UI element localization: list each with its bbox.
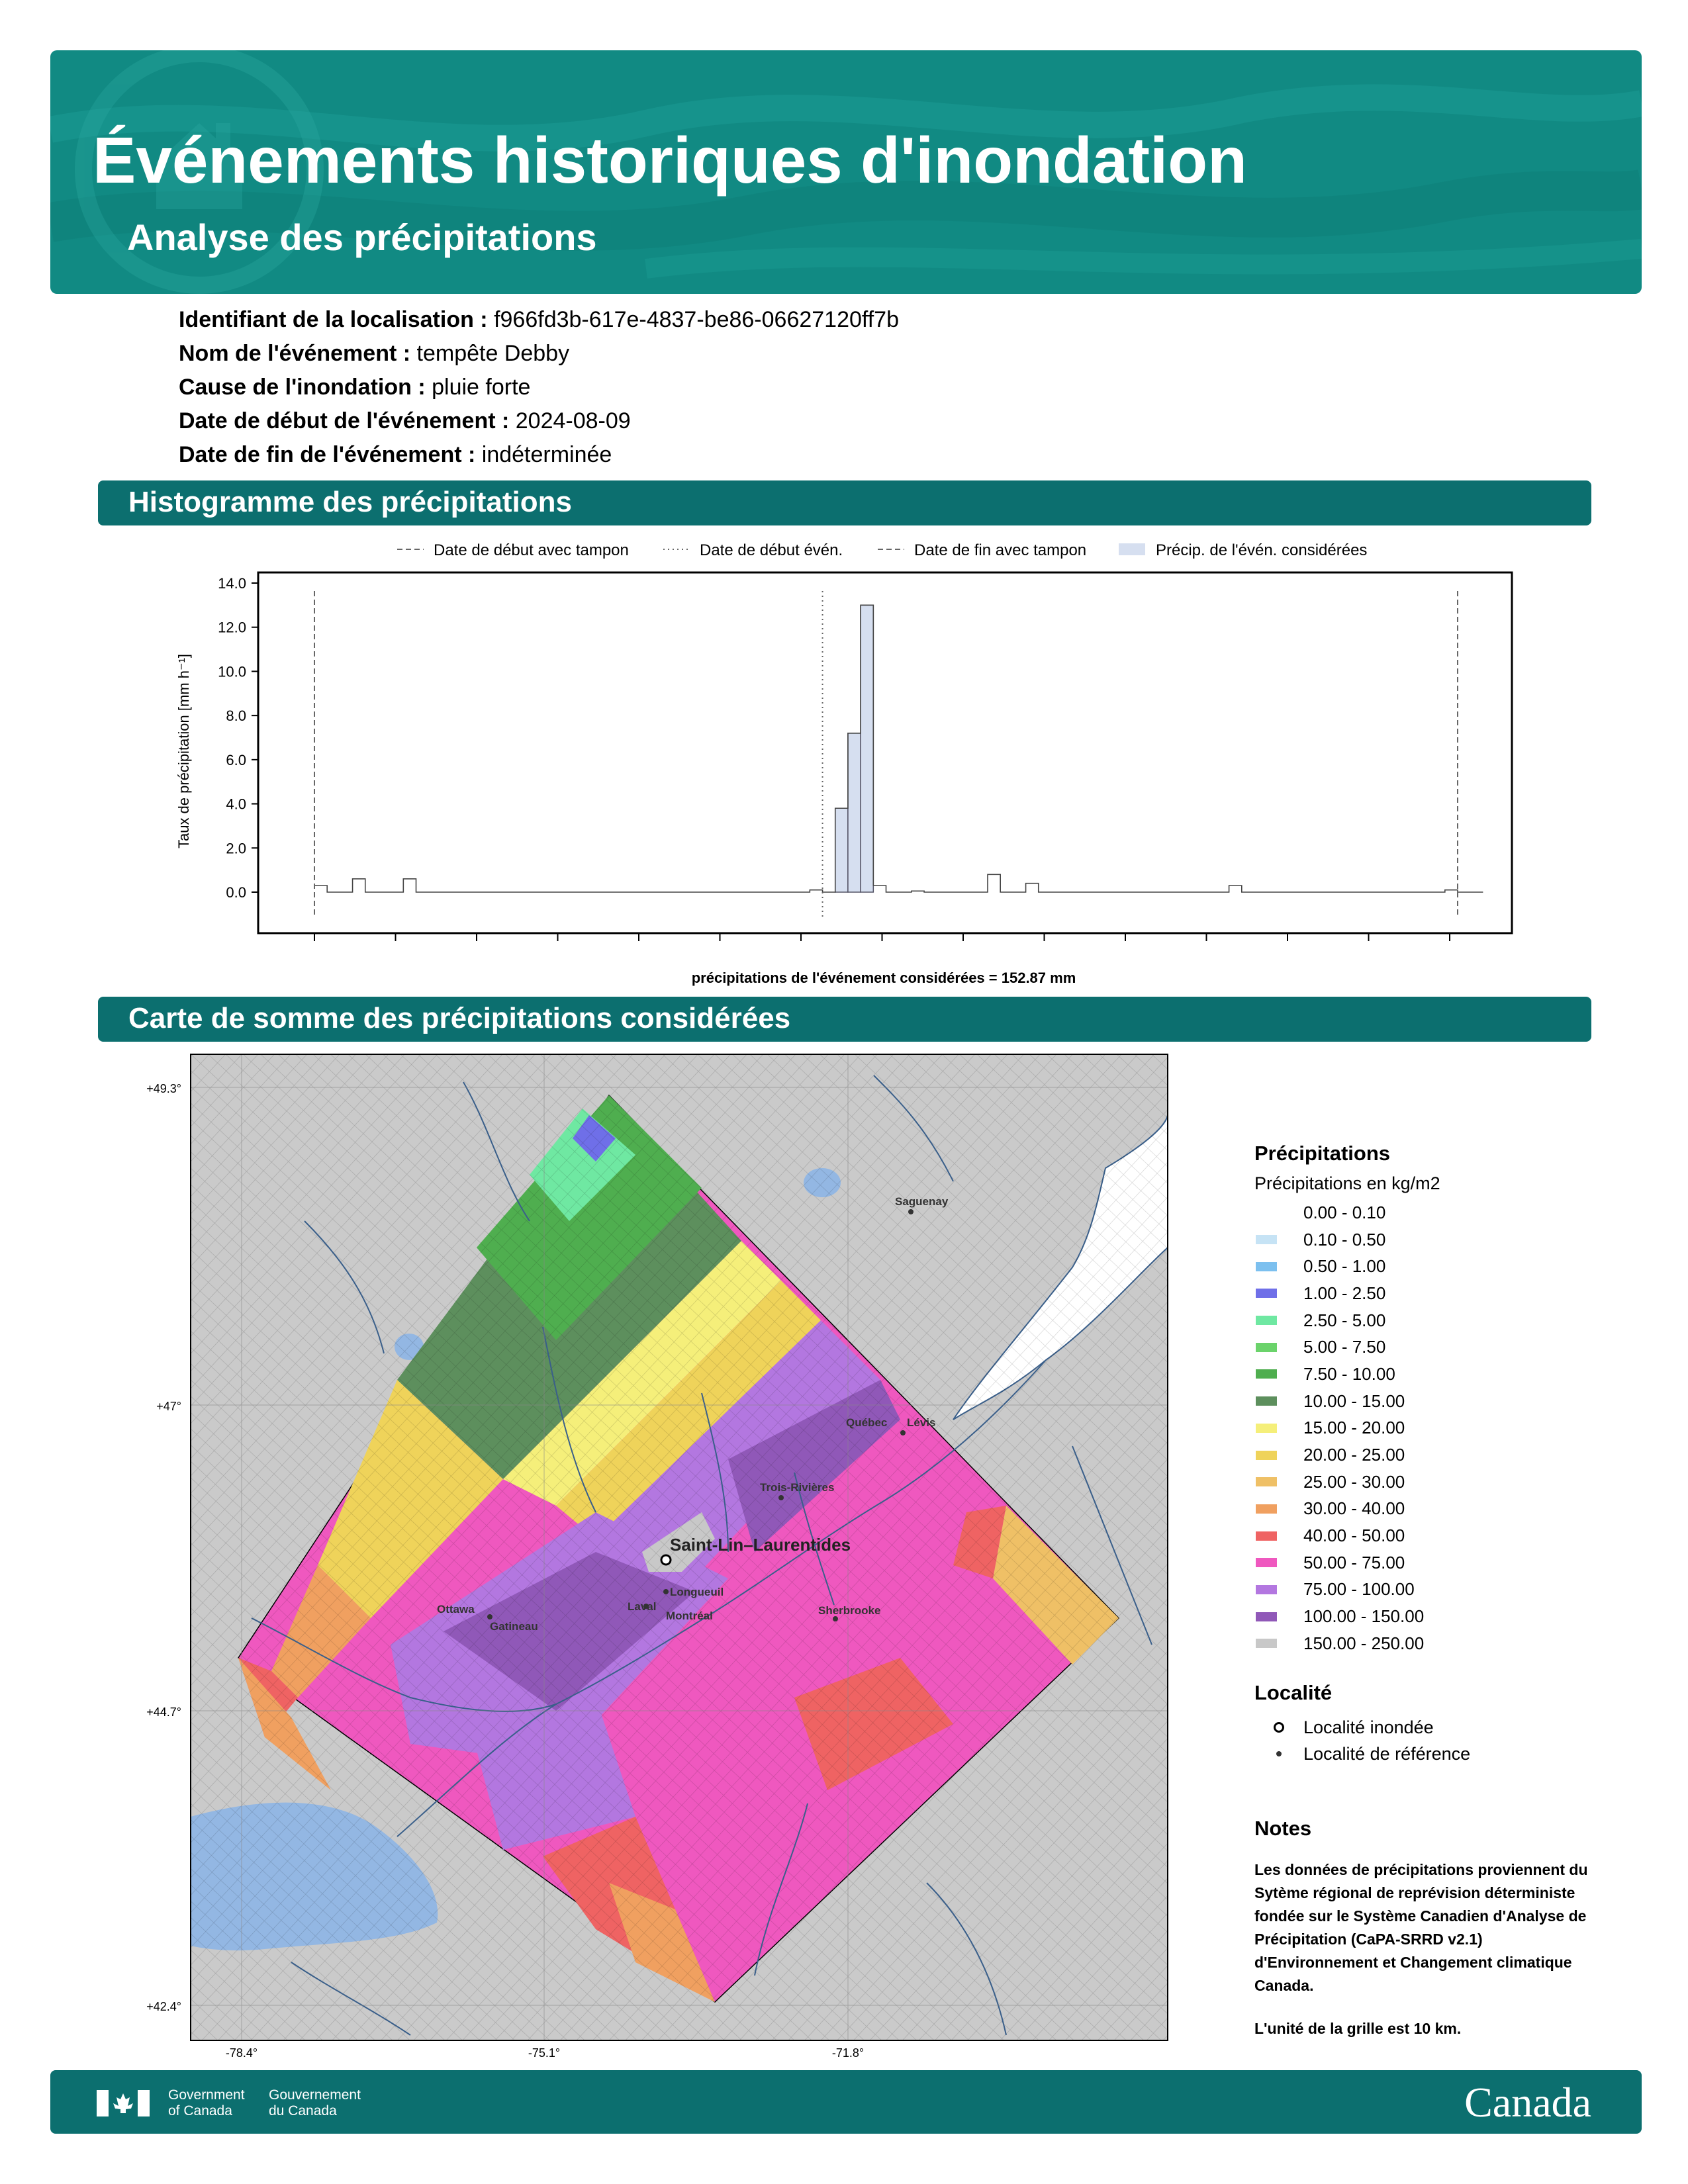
- event-total-label: précipitations de l'événement considérées = 152.87 mm: [691, 970, 1076, 986]
- info-value: tempête Debby: [416, 341, 570, 366]
- legend-class-label: 10.00 - 15.00: [1303, 1390, 1405, 1411]
- legend-class-row: [1254, 1388, 1625, 1415]
- histogram-bar-event: [848, 733, 861, 892]
- legend-class-row: [1254, 1226, 1625, 1253]
- flooded-location-marker: [661, 1555, 671, 1565]
- info-row-start-date: [179, 404, 899, 438]
- legend-swatch: [1256, 1531, 1277, 1541]
- legend-class-row: [1254, 1630, 1625, 1657]
- place-label: Québec: [846, 1416, 888, 1429]
- legend-swatch: [1256, 1424, 1277, 1433]
- legend-label-event-precip: Précip. de l'évén. considérées: [1156, 541, 1368, 559]
- legend-class-label: 75.00 - 100.00: [1303, 1579, 1415, 1600]
- reference-marker: [833, 1616, 838, 1621]
- legend-swatch: [1256, 1477, 1277, 1486]
- legend-swatch: [1256, 1585, 1277, 1594]
- legend-class-label: 2.50 - 5.00: [1303, 1310, 1386, 1330]
- reference-marker: [663, 1589, 669, 1594]
- legend-swatch: [1256, 1235, 1277, 1244]
- legend-class-label: 0.00 - 0.10: [1303, 1202, 1386, 1222]
- legend-title: Précipitations: [1254, 1142, 1390, 1165]
- legend-class-row: [1254, 1199, 1625, 1226]
- section-map-header: [98, 997, 1591, 1042]
- legend-class-row: [1254, 1549, 1625, 1576]
- legend-label-buffer-start: Date de début avec tampon: [434, 541, 629, 559]
- place-label: Gatineau: [490, 1620, 538, 1633]
- legend-swatch: [1256, 1396, 1277, 1406]
- lon-label: -78.4°: [225, 2046, 258, 2060]
- info-label: Nom de l'événement :: [179, 341, 411, 366]
- histogram-bar-event: [835, 808, 848, 892]
- reference-marker: [487, 1614, 492, 1619]
- place-label: Montréal: [666, 1610, 713, 1622]
- place-label: Ottawa: [437, 1603, 475, 1615]
- locality-flooded-row: [1254, 1714, 1470, 1741]
- page-subtitle: Analyse des précipitations: [127, 216, 597, 258]
- reference-marker: [778, 1495, 784, 1500]
- legend-swatch: [1256, 1451, 1277, 1460]
- lat-label: +49.3°: [146, 1082, 181, 1095]
- plot-frame: [258, 572, 1512, 933]
- legend-class-row: [1254, 1522, 1625, 1549]
- y-tick-label: 8.0: [226, 707, 246, 725]
- legend-class-row: [1254, 1253, 1625, 1280]
- precipitation-grid: [132, 1049, 1192, 2062]
- canada-flag-icon: [97, 2090, 150, 2116]
- reference-marker-icon: [1254, 1747, 1303, 1760]
- info-row-event-name: [179, 337, 899, 371]
- gov-en-label: Government of Canada: [168, 2087, 245, 2118]
- y-tick-label: 14.0: [218, 575, 246, 592]
- info-value: pluie forte: [432, 375, 531, 400]
- canada-wordmark: Canada: [1464, 2079, 1591, 2126]
- legend-class-label: 25.00 - 30.00: [1303, 1471, 1405, 1492]
- legend-swatch: [1256, 1343, 1277, 1352]
- precipitation-histogram: [165, 533, 1556, 996]
- place-label: Trois-Rivières: [760, 1481, 835, 1494]
- place-label: Longueuil: [670, 1586, 724, 1598]
- legend-class-row: [1254, 1280, 1625, 1307]
- legend-swatch: [1256, 1558, 1277, 1567]
- legend-class-label: 50.00 - 75.00: [1303, 1552, 1405, 1572]
- legend-class-label: 1.00 - 2.50: [1303, 1283, 1386, 1303]
- y-axis-label: Taux de précipitation [mm h⁻¹]: [175, 653, 192, 849]
- info-value: 2024-08-09: [515, 408, 631, 433]
- locality-title: Localité: [1254, 1681, 1333, 1704]
- legend-class-row: [1254, 1334, 1625, 1361]
- histogram-legend: [397, 541, 1367, 559]
- info-row-cause: [179, 371, 899, 404]
- legend-swatch: [1256, 1208, 1277, 1217]
- map-legend: [1254, 1142, 1625, 1657]
- section-title: Carte de somme des précipitations considérées: [128, 1002, 791, 1034]
- y-axis: [218, 575, 258, 901]
- lat-label: +47°: [156, 1400, 181, 1413]
- y-tick-label: 6.0: [226, 751, 246, 768]
- legend-swatch: [1256, 1316, 1277, 1325]
- locality-reference-row: [1254, 1741, 1470, 1767]
- place-label: Lévis: [907, 1416, 936, 1429]
- lat-label: +44.7°: [146, 1706, 181, 1719]
- lat-label: +42.4°: [146, 2000, 181, 2013]
- legend-class-label: 20.00 - 25.00: [1303, 1445, 1405, 1465]
- x-axis-ticks: [314, 933, 1450, 941]
- legend-swatch: [1256, 1504, 1277, 1514]
- legend-class-label: 0.50 - 1.00: [1303, 1256, 1386, 1277]
- legend-swatch-event-precip: [1119, 543, 1145, 555]
- info-label: Date de début de l'événement :: [179, 408, 510, 433]
- page-title: Événements historiques d'inondation: [93, 124, 1247, 197]
- legend-class-label: 7.50 - 10.00: [1303, 1363, 1395, 1384]
- legend-class-label: 15.00 - 20.00: [1303, 1418, 1405, 1438]
- histogram-bars: [314, 605, 1483, 892]
- info-row-location-id: [179, 303, 899, 337]
- lon-label: -71.8°: [831, 2046, 865, 2060]
- notes-grid-unit: L'unité de la grille est 10 km.: [1254, 2020, 1462, 2037]
- precipitation-map: [132, 1049, 1192, 2062]
- legend-class-row: [1254, 1576, 1625, 1604]
- legend-label-event-start: Date de début évén.: [700, 541, 843, 559]
- legend-class-label: 100.00 - 150.00: [1303, 1606, 1425, 1627]
- lon-label: -75.1°: [528, 2046, 561, 2060]
- y-tick-label: 2.0: [226, 840, 246, 857]
- legend-swatch: [1256, 1369, 1277, 1379]
- gov-fr-label: Gouvernement du Canada: [269, 2087, 361, 2118]
- flooded-marker-icon: [1254, 1721, 1303, 1734]
- info-value: f966fd3b-617e-4837-be86-06627120ff7b: [494, 307, 899, 332]
- place-label: Laval: [628, 1600, 657, 1613]
- notes-title: Notes: [1254, 1817, 1312, 1840]
- legend-class-row: [1254, 1469, 1625, 1496]
- locality-flooded-label: Localité inondée: [1303, 1717, 1434, 1737]
- info-label: Cause de l'inondation :: [179, 375, 426, 400]
- legend-class-row: [1254, 1415, 1625, 1442]
- place-label: Saguenay: [895, 1195, 949, 1208]
- legend-swatch: [1256, 1612, 1277, 1621]
- section-title: Histogramme des précipitations: [128, 486, 572, 518]
- locality-reference-label: Localité de référence: [1303, 1743, 1471, 1764]
- place-label: Sherbrooke: [818, 1604, 881, 1617]
- legend-class-row: [1254, 1307, 1625, 1334]
- info-label: Date de fin de l'événement :: [179, 442, 476, 467]
- info-label: Identifiant de la localisation :: [179, 307, 488, 332]
- legend-swatch: [1256, 1289, 1277, 1298]
- legend-class-row: [1254, 1361, 1625, 1388]
- legend-classes: [1254, 1199, 1625, 1657]
- reference-marker: [908, 1209, 914, 1214]
- legend-class-row: [1254, 1441, 1625, 1469]
- histogram-bar-event: [861, 605, 873, 892]
- event-date-lines: [314, 591, 1458, 917]
- footer: [50, 2070, 1642, 2134]
- reference-marker: [900, 1430, 906, 1435]
- event-info: [179, 303, 899, 472]
- info-row-end-date: [179, 438, 899, 472]
- info-value: indéterminée: [481, 442, 612, 467]
- legend-class-label: 0.10 - 0.50: [1303, 1229, 1386, 1250]
- locality-legend: [1254, 1681, 1470, 1767]
- y-tick-label: 12.0: [218, 619, 246, 636]
- notes-text: Les données de précipitations proviennent du Sytème régional de reprévision déterministe fondée sur le Système Canadien d'Analyse de Précipitation (CaPA-SRRD v2.1) d'Environnement et Changement climatique Canada.: [1254, 1861, 1588, 1994]
- y-tick-label: 4.0: [226, 796, 246, 813]
- header-banner: [50, 50, 1642, 294]
- legend-subtitle: Précipitations en kg/m2: [1254, 1173, 1440, 1193]
- flooded-location-label: Saint-Lin–Laurentides: [670, 1535, 851, 1555]
- y-tick-label: 0.0: [226, 884, 246, 901]
- legend-swatch: [1256, 1262, 1277, 1271]
- legend-swatch: [1256, 1639, 1277, 1648]
- histogram-step-line: [314, 605, 1483, 892]
- section-histogram-header: [98, 480, 1591, 525]
- legend-class-label: 5.00 - 7.50: [1303, 1337, 1386, 1357]
- legend-class-label: 40.00 - 50.00: [1303, 1525, 1405, 1546]
- legend-class-row: [1254, 1603, 1625, 1630]
- legend-class-row: [1254, 1496, 1625, 1523]
- legend-label-buffer-end: Date de fin avec tampon: [914, 541, 1087, 559]
- legend-class-label: 150.00 - 250.00: [1303, 1633, 1425, 1653]
- y-tick-label: 10.0: [218, 663, 246, 680]
- legend-class-label: 30.00 - 40.00: [1303, 1498, 1405, 1519]
